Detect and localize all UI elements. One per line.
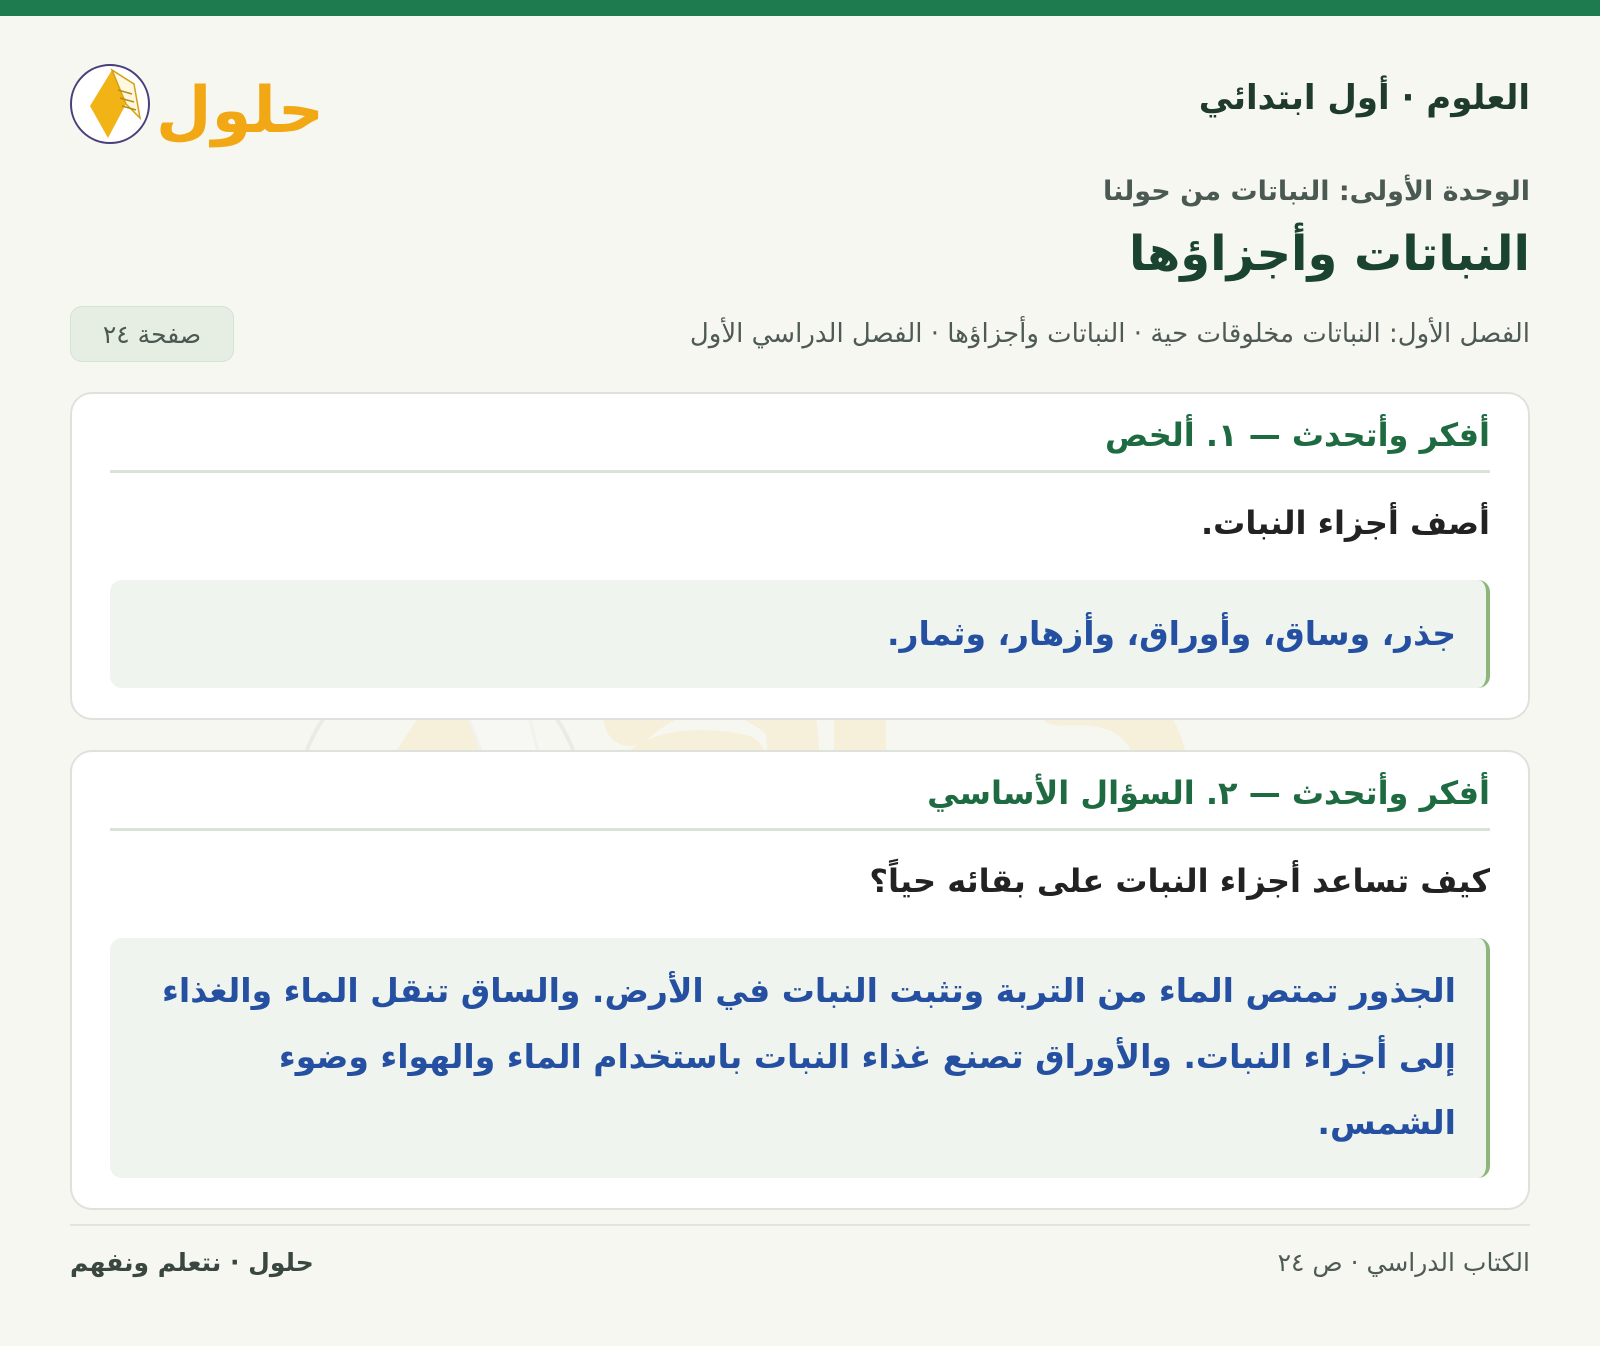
subject-title: العلوم · أول ابتدائي: [1198, 78, 1530, 118]
footer-brand[interactable]: حلول · نتعلم ونفهم: [70, 1248, 314, 1277]
page-number-badge: صفحة ٢٤: [70, 306, 234, 362]
question-text: أصف أجزاء النبات.: [1201, 504, 1490, 542]
header: [70, 16, 1530, 349]
footer-book-page: الكتاب الدراسي · ص ٢٤: [1277, 1248, 1530, 1277]
logo-text: حلول: [156, 74, 324, 148]
breadcrumb: الفصل الأول: النباتات مخلوقات حية · النباتات وأجزاؤها · الفصل الدراسي الأول: [689, 319, 1530, 349]
hulul-logo[interactable]: [70, 44, 330, 164]
card-heading: أفكر وأتحدث — ٢. السؤال الأساسي: [110, 774, 1490, 831]
question-card-1: [70, 392, 1530, 720]
question-text: كيف تساعد أجزاء النبات على بقائه حياً؟: [869, 862, 1490, 900]
unit-title: الوحدة الأولى: النباتات من حولنا: [1103, 176, 1530, 207]
answer-box: الجذور تمتص الماء من التربة وتثبت النبات في الأرض. والساق تنقل الماء والغذاء إلى أجزاء النبات. والأوراق تصنع غذاء النبات باستخدام الماء والهواء وضوء الشمس.: [110, 938, 1490, 1178]
footer-divider: [70, 1224, 1530, 1226]
page: [70, 16, 1530, 1277]
top-accent-bar: [0, 0, 1600, 16]
question-card-2: [70, 750, 1530, 1210]
answer-box: جذر، وساق، وأوراق، وأزهار، وثمار.: [110, 580, 1490, 688]
card-heading: أفكر وأتحدث — ١. ألخص: [110, 416, 1490, 473]
lesson-title: النباتات وأجزاؤها: [1128, 226, 1530, 282]
